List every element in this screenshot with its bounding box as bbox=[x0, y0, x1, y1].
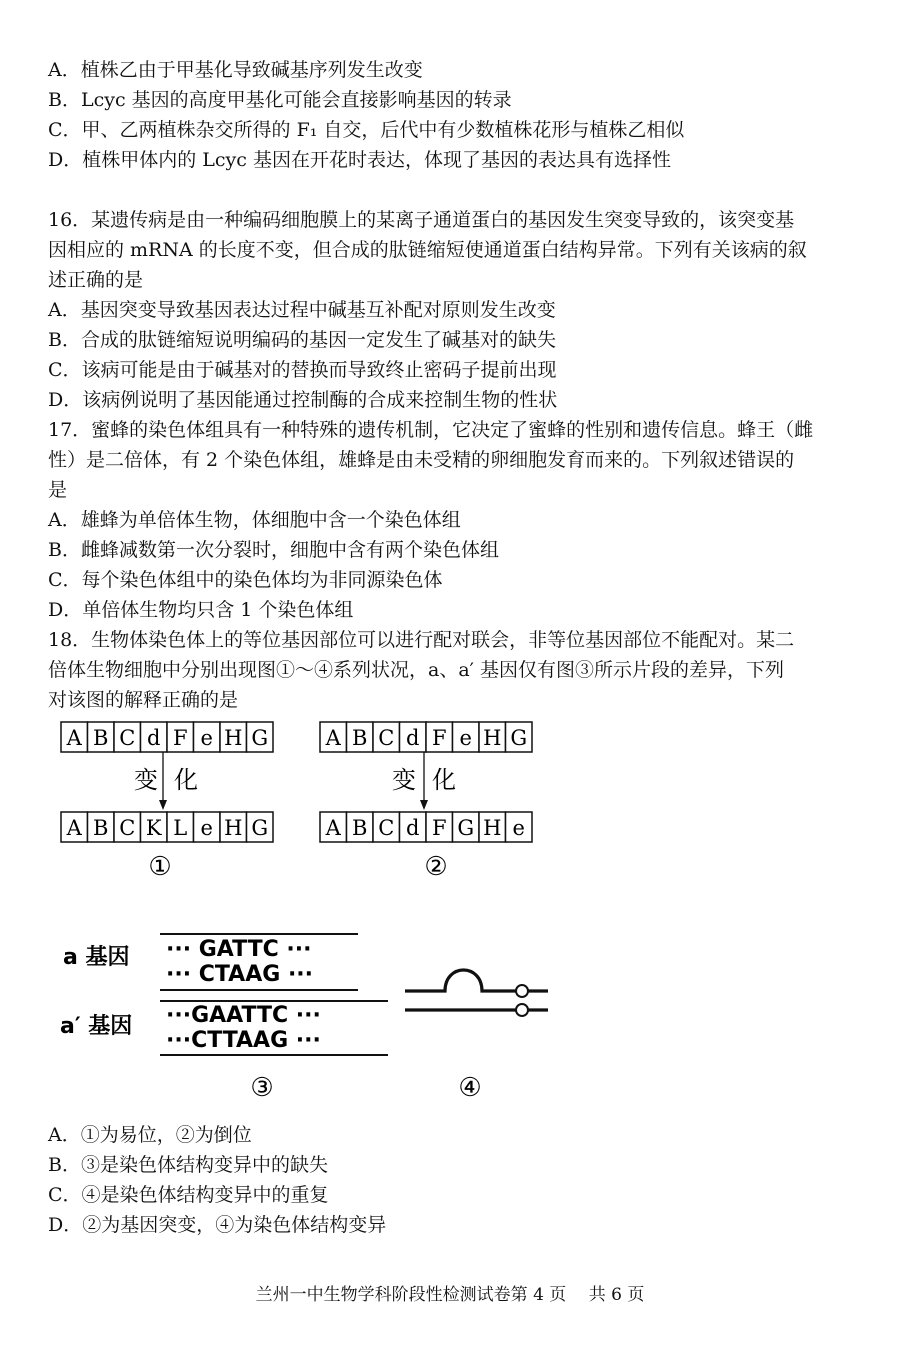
gene-letter: H bbox=[483, 726, 502, 750]
page-footer: 兰州一中生物学科阶段性检测试卷第 4 页 共 6 页 bbox=[255, 1285, 645, 1305]
q16-stem-line-2: 因相应的 mRNA 的长度不变，但合成的肽链缩短使通道蛋白结构异常。下列有关该病的叙 bbox=[48, 239, 807, 261]
q16-option-a: A．基因突变导致基因表达过程中碱基互补配对原则发生改变 bbox=[48, 299, 556, 321]
gene-letter: G bbox=[457, 816, 475, 840]
gene-letter: G bbox=[251, 726, 269, 750]
gene-letter: A bbox=[66, 726, 82, 750]
q17-option-d: D．单倍体生物均只含 1 个染色体组 bbox=[48, 599, 354, 621]
q18-stem-line-2: 倍体生物细胞中分别出现图①～④系列状况，a、a′ 基因仅有图③所示片段的差异，下列 bbox=[48, 659, 785, 681]
gene-letter: G bbox=[510, 726, 528, 750]
a-gene-seq-2: ··· CTAAG ··· bbox=[166, 962, 314, 987]
fig2-change-left: 变 bbox=[392, 766, 416, 794]
fig2-arrow-head bbox=[420, 800, 428, 810]
gene-letter: A bbox=[325, 726, 341, 750]
q16-stem-line-1: 16．某遗传病是由一种编码细胞膜上的某离子通道蛋白的基因发生突变导致的，该突变基 bbox=[48, 209, 795, 231]
q18-option-c: C．④是染色体结构变异中的重复 bbox=[48, 1184, 329, 1206]
gene-letter: d bbox=[406, 816, 420, 840]
gene-letter: B bbox=[93, 726, 109, 750]
gene-letter: C bbox=[378, 726, 395, 750]
fig1-arrow-head bbox=[159, 800, 167, 810]
fig2 bbox=[320, 722, 532, 882]
fig2-label: ② bbox=[424, 852, 448, 882]
q16-option-b: B．合成的肽链缩短说明编码的基因一定发生了碱基对的缺失 bbox=[48, 329, 556, 351]
fig1-top-chromosome bbox=[61, 722, 273, 752]
q17-option-a: A．雄蜂为单倍体生物，体细胞中含一个染色体组 bbox=[48, 509, 461, 531]
gene-letter: e bbox=[512, 816, 525, 840]
gene-letter: e bbox=[459, 726, 472, 750]
q15-option-a: A．植株乙由于甲基化导致碱基序列发生改变 bbox=[48, 59, 423, 81]
gene-letter: L bbox=[173, 816, 188, 840]
a-prime-seq-2: ···CTTAAG ··· bbox=[166, 1028, 321, 1053]
q18-figure bbox=[0, 700, 900, 1120]
gene-letter: F bbox=[172, 726, 188, 750]
gene-letter: B bbox=[352, 726, 368, 750]
q16-option-d: D．该病例说明了基因能通过控制酶的合成来控制生物的性状 bbox=[48, 389, 558, 411]
gene-letter: C bbox=[378, 816, 395, 840]
fig2-bottom-chromosome bbox=[320, 812, 532, 842]
a-prime-gene-label: a′ 基因 bbox=[60, 1014, 133, 1039]
gene-letter: H bbox=[483, 816, 502, 840]
gene-letter: G bbox=[251, 816, 269, 840]
fig4-label: ④ bbox=[458, 1073, 482, 1103]
fig1-label: ① bbox=[148, 852, 172, 882]
q16-stem-line-3: 述正确的是 bbox=[48, 269, 144, 291]
gene-letter: C bbox=[119, 816, 136, 840]
q15-option-b: B．Lcyc 基因的高度甲基化可能会直接影响基因的转录 bbox=[48, 89, 512, 111]
gene-letter: K bbox=[145, 816, 162, 840]
gene-letter: F bbox=[431, 816, 447, 840]
a-gene-seq-1: ··· GATTC ··· bbox=[166, 937, 312, 962]
gene-letter: A bbox=[325, 816, 341, 840]
fig1 bbox=[61, 722, 273, 882]
q18-option-b: B．③是染色体结构变异中的缺失 bbox=[48, 1154, 328, 1176]
q15-option-d: D．植株甲体内的 Lcyc 基因在开花时表达，体现了基因的表达具有选择性 bbox=[48, 149, 671, 171]
fig1-change-left: 变 bbox=[134, 766, 158, 794]
q17-stem-line-1: 17．蜜蜂的染色体组具有一种特殊的遗传机制，它决定了蜜蜂的性别和遗传信息。蜂王（雌 bbox=[48, 419, 814, 441]
q18-stem-line-1: 18．生物体染色体上的等位基因部位可以进行配对联会，非等位基因部位不能配对。某二 bbox=[48, 629, 795, 651]
q18-stem-line-3: 对该图的解释正确的是 bbox=[48, 689, 239, 711]
fig3 bbox=[60, 934, 388, 1103]
gene-letter: B bbox=[352, 816, 368, 840]
q17-option-b: B．雌蜂减数第一次分裂时，细胞中含有两个染色体组 bbox=[48, 539, 499, 561]
fig4-centromere-top bbox=[516, 985, 528, 997]
gene-letter: F bbox=[431, 726, 447, 750]
a-gene-label: a 基因 bbox=[63, 945, 130, 970]
gene-letter: H bbox=[224, 816, 243, 840]
fig2-change-right: 化 bbox=[432, 766, 456, 794]
gene-letter: d bbox=[406, 726, 420, 750]
gene-letter: e bbox=[200, 816, 213, 840]
fig4 bbox=[405, 970, 548, 1103]
gene-letter: e bbox=[200, 726, 213, 750]
q17-option-c: C．每个染色体组中的染色体均为非同源染色体 bbox=[48, 569, 443, 591]
q16-option-c: C．该病可能是由于碱基对的替换而导致终止密码子提前出现 bbox=[48, 359, 557, 381]
gene-letter: d bbox=[147, 726, 161, 750]
fig2-top-chromosome bbox=[320, 722, 532, 752]
gene-letter: H bbox=[224, 726, 243, 750]
a-prime-seq-1: ···GAATTC ··· bbox=[166, 1003, 321, 1028]
fig1-change-right: 化 bbox=[174, 766, 198, 794]
q17-stem-line-2: 性）是二倍体，有 2 个染色体组，雄蜂是由未受精的卵细胞发育而来的。下列叙述错误的 bbox=[48, 449, 795, 471]
fig1-bottom-chromosome bbox=[61, 812, 273, 842]
q18-option-a: A．①为易位，②为倒位 bbox=[48, 1124, 252, 1146]
q18-option-d: D．②为基因突变，④为染色体结构变异 bbox=[48, 1214, 387, 1236]
gene-letter: B bbox=[93, 816, 109, 840]
fig3-label: ③ bbox=[250, 1073, 274, 1103]
q17-stem-line-3: 是 bbox=[48, 479, 68, 501]
gene-letter: A bbox=[66, 816, 82, 840]
gene-letter: C bbox=[119, 726, 136, 750]
fig4-centromere-bottom bbox=[516, 1004, 528, 1016]
q15-option-c: C．甲、乙两植株杂交所得的 F₁ 自交，后代中有少数植株花形与植株乙相似 bbox=[48, 119, 685, 141]
